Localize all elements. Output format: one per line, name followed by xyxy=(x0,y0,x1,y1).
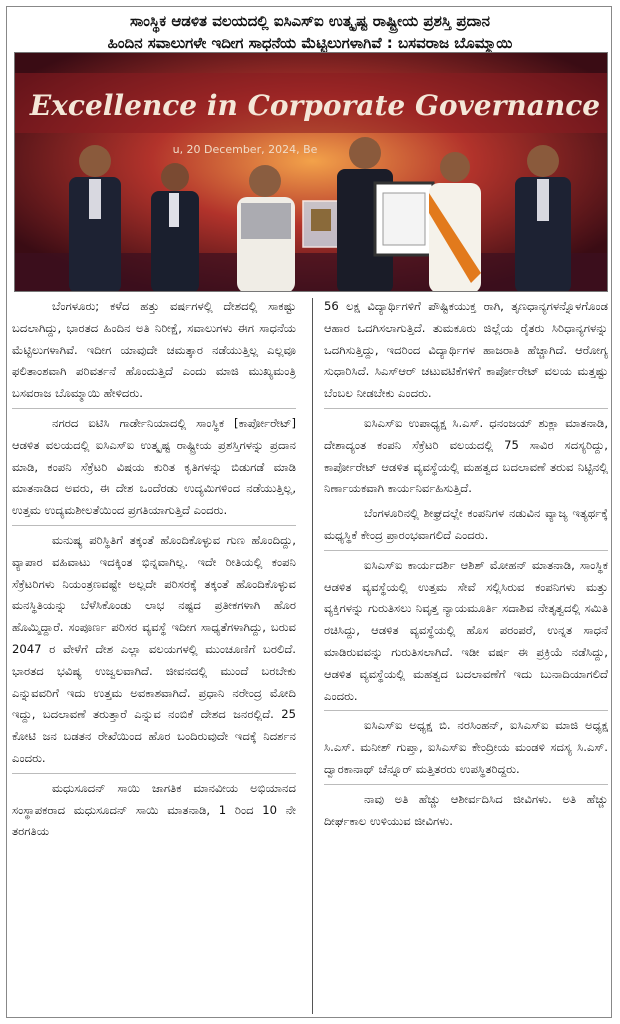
paragraph-separator xyxy=(324,550,608,551)
left-paragraph-3: ಮನುಷ್ಯ ಪರಿಸ್ಥಿತಿಗೆ ತಕ್ಕಂತೆ ಹೊಂದಿಕೊಳ್ಳುವ ಗುಣ ಹೊಂದಿದ್ದು, ವ್ಯಾಪಾರ ವಹಿವಾಟು ಇದಕ್ಕಿಂತ ಭಿನ್ನವಾಗಿಲ್ಲ. ಇದೇ ರೀತಿಯಲ್ಲಿ ಕಂಪನಿ ಸೆಕ್ರೆಟರಿಗಳು ನಿಯಂತ್ರಣವಷ್ಟೇ ಅಲ್ಲದೇ ಪರಿಸರಕ್ಕೆ ತಕ್ಕಂತೆ ಹೊಂದಿಕೊಳ್ಳುವ ಮನಸ್ಥಿತಿಯನ್ನು ಬೆಳೆಸಿಕೊಂಡು ಲಾಭ ನಷ್ಟದ ಪ್ರತೀಕಗಳಾಗಿ ಹೊರ ಹೊಮ್ಮಿದ್ದಾರೆ. ಸಂಪೂರ್ಣ ಪರಿಸರ ವ್ಯವಸ್ಥೆ ಇದೀಗ ಸಾಧ್ಯತೆಗಳಾಗಿದ್ದು, ಬರುವ 2047 ರ ವೇಳೆಗೆ ದೇಶ ಎಲ್ಲಾ ವಲಯಗಳಲ್ಲಿ ಮುಂಚೂಣಿಗೆ ಬರಲಿದೆ. ಭಾರತದ ಭವಿಷ್ಯ ಉಜ್ವಲವಾಗಿದೆ. ಜೀವನದಲ್ಲಿ ಮುಂದೆ ಬರಬೇಕು ಎನ್ನುವವರಿಗೆ ಇದು ಉತ್ತಮ ಅವಕಾಶವಾಗಿದೆ. ಪ್ರಧಾನಿ ನರೇಂದ್ರ ಮೋದಿ ಇದ್ದು, ಬದಲಾವಣೆ ತರುತ್ತಾರೆ ಎನ್ನುವ ನಂಬಿಕೆ ದೇಶದ ಜನರಲ್ಲಿದೆ. 25 ಕೋಟಿ ಜನ ಬಡತನ ರೇಖೆಯಿಂದ ಹೊರ ಬಂದಿರುವುದೇ ಇದಕ್ಕೆ ನಿದರ್ಶನ ಎಂದರು. xyxy=(12,532,296,765)
right-paragraph-5: ಐಸಿಎಸ್ಐ ಅಧ್ಯಕ್ಷ ಬಿ. ನರಸಿಂಹನ್, ಐಸಿಎಸ್ಐ ಮಾಜಿ ಅಧ್ಯಕ್ಷ ಸಿ.ಎಸ್. ಮನೀಶ್ ಗುಪ್ತಾ, ಐಸಿಎಸ್ಐ ಕೇಂದ್ರೀಯ ಮಂಡಳಿ ಸದಸ್ಯ ಸಿ.ಎಸ್. ದ್ವಾರಕಾನಾಥ್ ಚೆನ್ನೂರ್ ಮತ್ತಿತರರು ಉಪಸ್ಥಿತರಿದ್ದರು. xyxy=(324,718,608,776)
certificate-frame xyxy=(375,183,433,255)
award-ceremony-photo xyxy=(15,53,608,292)
paragraph-separator xyxy=(324,784,608,785)
left-paragraph-2: ನಗರದ ಐಟಿಸಿ ಗಾರ್ಡೇನಿಯಾದಲ್ಲಿ ಸಾಂಸ್ಥಿಕ [ಕಾರ್ಪೋರೇಟ್] ಆಡಳಿತ ವಲಯದಲ್ಲಿ ಐಸಿಎಸ್ಐ ಉತ್ಕೃಷ್ಟ ರಾಷ್ಟ್ರೀಯ ಪ್ರಶಸ್ತಿಗಳನ್ನು ಪ್ರದಾನ ಮಾಡಿ, ಕಂಪನಿ ಸೆಕ್ರೆಟರಿ ವಿಷಯ ಕುರಿತ ಕೃತಿಗಳನ್ನು ಬಿಡುಗಡೆ ಮಾಡಿ ಮಾತನಾಡಿದ ಅವರು, ಈ ದೇಶ ಒಂದೆರಡು ಉದ್ಯಮಿಗಳಿಂದ ನಡೆಯುತ್ತಿಲ್ಲ, ಉತ್ತಮ ಉದ್ಯಮಶೀಲತೆಯಿಂದ ಪ್ರಗತಿಯಾಗುತ್ತಿದೆ ಎಂದರು. xyxy=(12,415,296,518)
paragraph-separator xyxy=(324,408,608,409)
right-paragraph-1: 56 ಲಕ್ಷ ವಿದ್ಯಾರ್ಥಿಗಳಿಗೆ ಪೌಷ್ಟಿಕಯುಕ್ತ ರಾಗಿ, ತೃಣಧಾನ್ಯಗಳನ್ನೊಳಗೊಂಡ ಆಹಾರ ಒದಗಿಸಲಾಗುತ್ತಿದೆ. ತುಮಕೂರು ಜಿಲ್ಲೆಯ ರೈತರು ಸಿರಿಧಾನ್ಯಗಳನ್ನು ಒದಗಿಸುತ್ತಿದ್ದು, ಇದರಿಂದ ವಿದ್ಯಾರ್ಥಿಗಳ ಹಾಜರಾತಿ ಹೆಚ್ಚಾಗಿದೆ. ಆರೋಗ್ಯ ಸುಧಾರಿಸಿದೆ. ಸಿಎಸ್‌ಆರ್ ಚಟುವಟಿಕೆಗಳಿಗೆ ಕಾರ್ಪೋರೇಟ್ ವಲಯ ಮತ್ತಷ್ಟು ಬೆಂಬಲ ನೀಡಬೇಕು ಎಂದರು. xyxy=(324,299,608,401)
right-paragraph-4: ಐಸಿಎಸ್ಐ ಕಾರ್ಯದರ್ಶಿ ಆಶಿಶ್ ಮೋಹನ್ ಮಾತನಾಡಿ, ಸಾಂಸ್ಥಿಕ ಆಡಳಿತ ವ್ಯವಸ್ಥೆಯಲ್ಲಿ ಉತ್ತಮ ಸೇವೆ ಸಲ್ಲಿಸಿರುವ ಕಂಪನಿಗಳು ಮತ್ತು ವ್ಯಕ್ತಿಗಳನ್ನು ಗುರುತಿಸಲು ನಿವೃತ್ತ ನ್ಯಾಯಮೂರ್ತಿ ಸದಾಶಿವ ನೇತೃತ್ವದಲ್ಲಿ ಸಮಿತಿ ರಚಿಸಿದ್ದು, ಆಡಳಿತ ವ್ಯವಸ್ಥೆಯಲ್ಲಿ ಹೊಸ ಪರಂಪರೆ, ಉನ್ನತ ಸಾಧನೆ ಮಾಡಿರುವವನ್ನು ಗುರುತಿಸಲಾಗಿದೆ. ಇಡೀ ವರ್ಷ ಈ ಪ್ರಕ್ರಿಯೆ ನಡೆಸಿದ್ದು, ಆಡಳಿತ ವ್ಯವಸ್ಥೆಯಲ್ಲಿ ಮಹತ್ವದ ಬದಲಾವಣೆಗೆ ಇದು ಬುನಾದಿಯಾಗಲಿದೆ ಎಂದರು. xyxy=(324,557,608,703)
paragraph-separator xyxy=(12,408,296,409)
left-paragraph-4: ಮಧುಸೂದನ್ ಸಾಯಿ ಜಾಗತಿಕ ಮಾನವೀಯ ಅಭಿಯಾನದ ಸಂಸ್ಥಾಪಕರಾದ ಮಧುಸೂದನ್ ಸಾಯಿ ಮಾತನಾಡಿ, 1 ರಿಂದ 10 ನೇ ತರಗತಿಯ xyxy=(12,780,296,839)
news-photo xyxy=(14,52,608,292)
headline-line-1: ಸಾಂಸ್ಥಿಕ ಆಡಳಿತ ವಲಯದಲ್ಲಿ ಐಸಿಎಸ್ಐ ಉತ್ಕೃಷ್ಟ ರಾಷ್ಟ್ರೀಯ ಪ್ರಶಸ್ತಿ ಪ್ರದಾನ xyxy=(130,12,490,30)
column-divider xyxy=(312,298,313,1014)
right-paragraph-2: ಐಸಿಎಸ್ಐ ಉಪಾಧ್ಯಕ್ಷ ಸಿ.ಎಸ್. ಧನಂಜಯ್ ಶುಕ್ಲಾ ಮಾತನಾಡಿ, ದೇಶಾದ್ಯಂತ ಕಂಪನಿ ಸೆಕ್ರೆಟರಿ ವಲಯದಲ್ಲಿ 75 ಸಾವಿರ ಸದಸ್ಯರಿದ್ದು, ಕಾರ್ಪೋರೇಟ್ ಆಡಳಿತ ವ್ಯವಸ್ಥೆಯಲ್ಲಿ ಮಹತ್ವದ ಬದಲಾವಣೆ ತರುವ ನಿಟ್ಟಿನಲ್ಲಿ ನಿರ್ಣಾಯಕವಾಗಿ ಕಾರ್ಯನಿರ್ವಹಿಸುತ್ತಿದೆ. xyxy=(324,415,608,496)
paragraph-separator xyxy=(12,773,296,774)
left-paragraph-1: ಬೆಂಗಳೂರು; ಕಳೆದ ಹತ್ತು ವರ್ಷಗಳಲ್ಲಿ ದೇಶದಲ್ಲಿ ಸಾಕಷ್ಟು ಬದಲಾಗಿದ್ದು, ಭಾರತದ ಹಿಂದಿನ ಅತಿ ನಿರೀಕ್ಷೆ, ಸವಾಲುಗಳು ಈಗ ಸಾಧನೆಯ ಮೆಟ್ಟಿಲುಗಳಾಗಿವೆ. ಇದೀಗ ಯಾವುದೇ ಚಮತ್ಕಾರ ನಡೆಯುತ್ತಿಲ್ಲ ಎಲ್ಲವೂ ಫಲಿತಾಂಶವಾಗಿ ಪರಿವರ್ತನೆ ಹೊಂದುತ್ತಿದೆ ಎಂದು ಮಾಜಿ ಮುಖ್ಯಮಂತ್ರಿ ಬಸವರಾಜ ಬೊಮ್ಮಾಯಿ ಹೇಳಿದರು. xyxy=(12,299,296,401)
date-text: u, 20 December, 2024, Be xyxy=(172,143,318,156)
trophy xyxy=(303,201,339,247)
headline xyxy=(12,10,608,54)
article-right-column xyxy=(318,296,608,1018)
right-paragraph-6: ನಾವು ಅತಿ ಹೆಚ್ಚು ಆಶೀರ್ವದಿಸಿದ ಜೀವಿಗಳು. ಅತಿ ಹೆಚ್ಚು ದೀರ್ಘಕಾಲ ಉಳಿಯುವ ಜೀವಿಗಳು. xyxy=(324,791,608,828)
headline-line-2: ಹಿಂದಿನ ಸವಾಲುಗಳೇ ಇದೀಗ ಸಾಧನೆಯ ಮೆಟ್ಟಿಲುಗಳಾಗಿವೆ : ಬಸವರಾಜ ಬೊಮ್ಮಾಯಿ xyxy=(107,34,513,52)
right-paragraph-3: ಬೆಂಗಳೂರಿನಲ್ಲಿ ಶೀಘ್ರದಲ್ಲೇ ಕಂಪನಿಗಳ ನಡುವಿನ ವ್ಯಾಜ್ಯ ಇತ್ಯರ್ಥಕ್ಕೆ ಮಧ್ಯಸ್ಥಿಕೆ ಕೇಂದ್ರ ಪ್ರಾರಂಭವಾಗಲಿದೆ ಎಂದರು. xyxy=(324,506,608,542)
paragraph-separator xyxy=(324,710,608,711)
paragraph-separator xyxy=(12,525,296,526)
article-left-column xyxy=(12,296,302,1018)
banner-text: Excellence in Corporate Governance xyxy=(29,89,601,122)
